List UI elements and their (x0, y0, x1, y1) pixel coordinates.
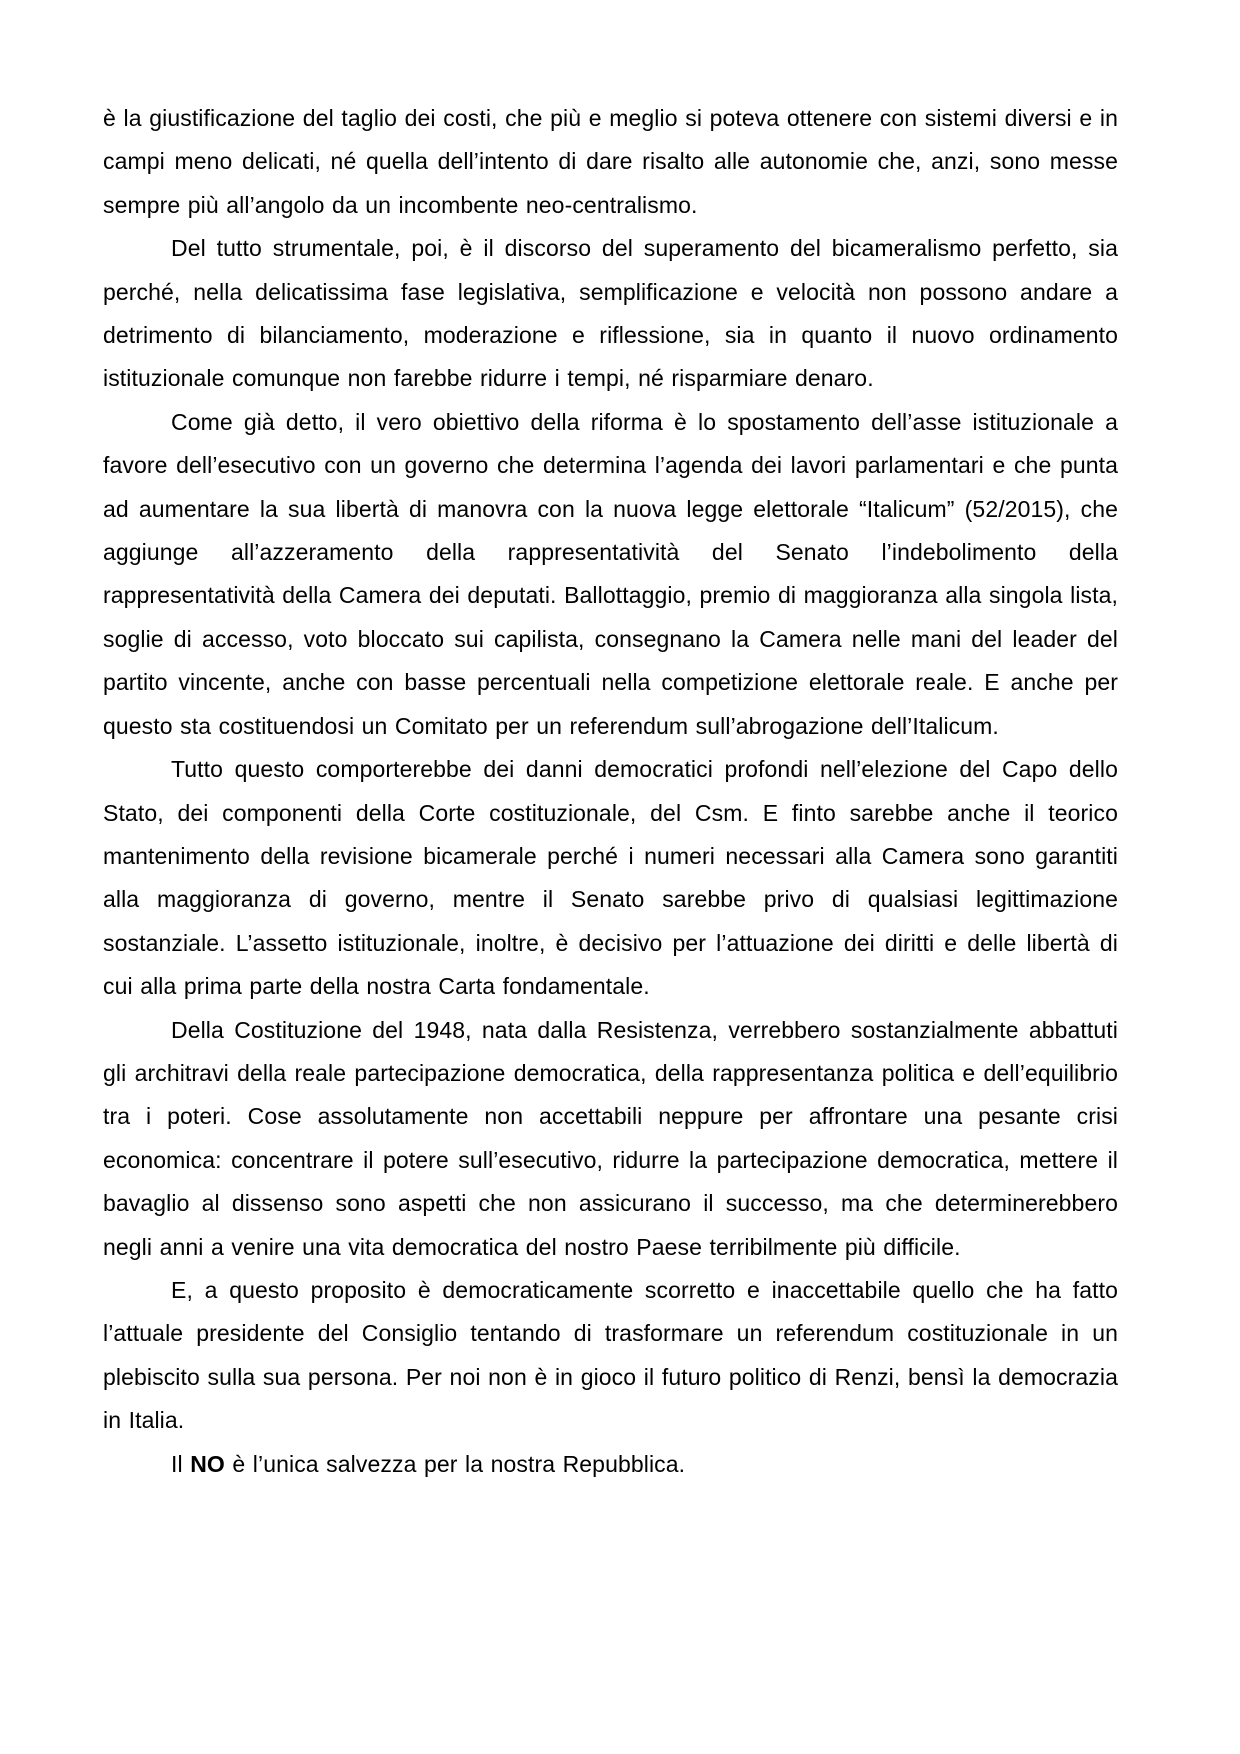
paragraph-danni-democratici: Tutto questo comporterebbe dei danni democratici profondi nell’elezione del Capo dello Stato, dei componenti della Corte costituzionale, del Csm. E finto sarebbe anche il teorico mantenimento della revisione bicamerale perché i numeri necessari alla Camera sono garantiti alla maggioranza di governo, mentre il Senato sarebbe privo di qualsiasi legittimazione sostanziale. L’assetto istituzionale, inoltre, è decisivo per l’attuazione dei diritti e delle libertà di cui alla prima parte della nostra Carta fondamentale. (103, 756, 1118, 1000)
paragraph-plebiscito: E, a questo proposito è democraticamente scorretto e inaccettabile quello che ha fatto l’attuale presidente del Consiglio tentando di trasformare un referendum costituzionale in un plebiscito sulla sua persona. Per noi non è in gioco il futuro politico di Renzi, bensì la democrazia in Italia. (103, 1276, 1118, 1434)
closing-suffix: è l’unica salvezza per la nostra Repubblica. (224, 1450, 686, 1477)
paragraph-obiettivo-riforma: Come già detto, il vero obiettivo della riforma è lo spostamento dell’asse istituzionale a favore dell’esecutivo con un governo che determina l’agenda dei lavori parlamentari e che punta ad aumentare la sua libertà di manovra con la nuova legge elettorale “Italicum” (52/2015), che aggiunge all’azzeramento della rappresentatività del Senato l’indebolimento della rappresentatività della Camera dei deputati. Ballottaggio, premio di maggioranza alla singola lista, soglie di accesso, voto bloccato sui capilista, consegnano la Camera nelle mani del leader del partito vincente, anche con basse percentuali nella competizione elettorale reale. E anche per questo sta costituendosi un Comitato per un referendum sull’abrogazione dell’Italicum. (103, 408, 1118, 739)
paragraph-continuation: è la giustificazione del taglio dei costi, che più e meglio si poteva ottenere con sistemi diversi e in campi meno delicati, né quella dell’intento di dare risalto alle autonomie che, anzi, sono messe sempre più all’angolo da un incombente neo-centralismo. (103, 105, 1118, 218)
closing-prefix: Il (171, 1450, 191, 1477)
paragraph-costituzione-1948: Della Costituzione del 1948, nata dalla Resistenza, verrebbero sostanzialmente abbattuti gli architravi della reale partecipazione democratica, della rappresentanza politica e dell’equilibrio tra i poteri. Cose assolutamente non accettabili neppure per affrontare una pesante crisi economica: concentrare il potere sull’esecutivo, ridurre la partecipazione democratica, mettere il bavaglio al dissenso sono aspetti che non assicurano il successo, ma che determinerebbero negli anni a venire una vita democratica del nostro Paese terribilmente più difficile. (103, 1016, 1118, 1260)
paragraph-bicameralismo: Del tutto strumentale, poi, è il discorso del superamento del bicameralismo perfetto, sia perché, nella delicatissima fase legislativa, semplificazione e velocità non possono andare a detrimento di bilanciamento, moderazione e riflessione, sia in quanto il nuovo ordinamento istituzionale comunque non farebbe ridurre i tempi, né risparmiare denaro. (103, 235, 1118, 392)
closing-no-emphasis: NO (190, 1450, 225, 1477)
text-block (103, 97, 1118, 1486)
paragraph-closing (103, 1443, 1118, 1486)
